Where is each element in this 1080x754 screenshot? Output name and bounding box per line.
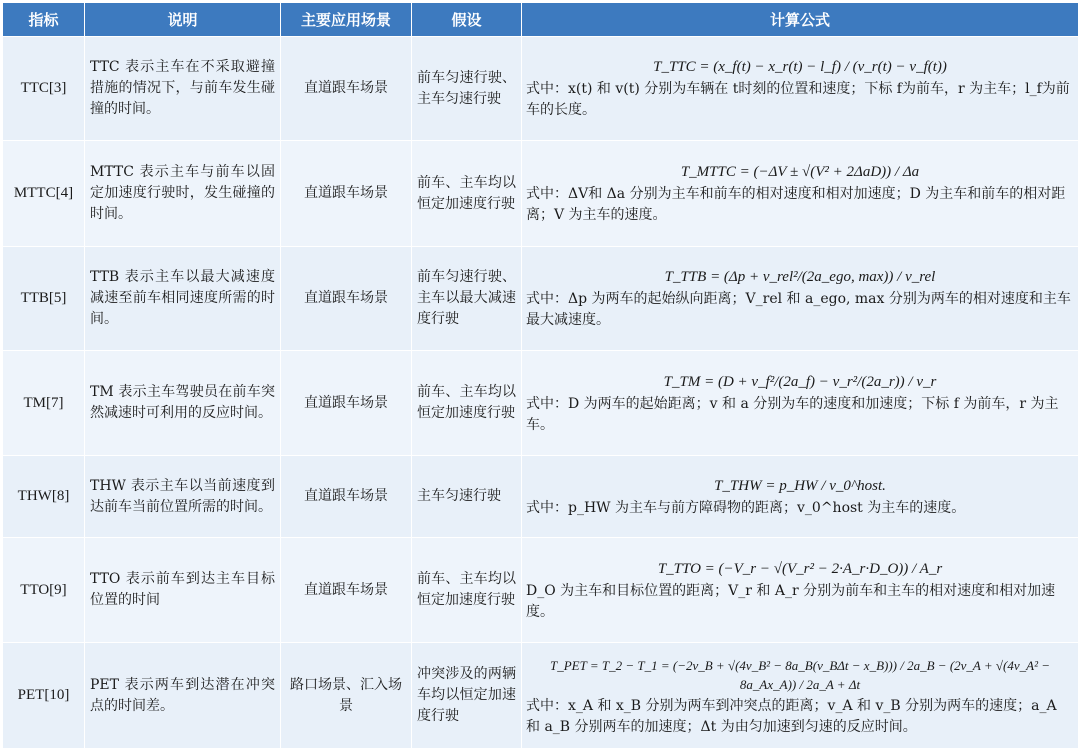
scenario-cell: 直道跟车场景	[281, 456, 412, 538]
formula-cell	[522, 37, 1079, 141]
formula-cell	[522, 141, 1079, 247]
formula: T_TM = (D + v_f²/(2a_f) − v_r²/(2a_r)) / v_r	[663, 373, 937, 390]
header-scenario: 主要应用场景	[281, 3, 412, 37]
explanation-cell: MTTC 表示主车与前车以固定加速度行驶时，发生碰撞的时间。	[85, 141, 281, 247]
formula-cell	[522, 456, 1079, 538]
header-formula: 计算公式	[522, 3, 1079, 37]
formula-note: 式中：Δp 为两车的起始纵向距离；V_rel 和 a_ego, max 分别为两车的相对速度和主车最大减速度。	[526, 291, 1071, 328]
formula-note: D_O 为主车和目标位置的距离；V_r 和 A_r 分别为前车和主车的相对速度和相对加速度。	[526, 582, 1056, 620]
formula: T_THW = p_HW / v_0^host.	[714, 477, 886, 494]
assumption-cell: 前车、主车均以恒定加速度行驶	[412, 538, 522, 643]
scenario-cell: 直道跟车场景	[281, 538, 412, 643]
explanation-cell: TTC 表示主车在不采取避撞措施的情况下，与前车发生碰撞的时间。	[85, 37, 281, 141]
assumption-cell: 前车匀速行驶、主车匀速行驶	[412, 37, 522, 141]
explanation-cell: PET 表示两车到达潜在冲突点的时间差。	[85, 643, 281, 749]
table-row	[3, 538, 1079, 643]
formula: T_TTO = (−V_r − √(V_r² − 2·A_r·D_O)) / A_r	[657, 560, 943, 577]
scenario-cell: 直道跟车场景	[281, 351, 412, 456]
formula-cell	[522, 351, 1079, 456]
table-row	[3, 456, 1079, 538]
metric-cell: TTB[5]	[3, 247, 85, 351]
metric-cell: THW[8]	[3, 456, 85, 538]
explanation-cell: TTO 表示前车到达主车目标位置的时间	[85, 538, 281, 643]
assumption-cell: 主车匀速行驶	[412, 456, 522, 538]
formula: T_MTTC = (−ΔV ± √(V² + 2ΔaD)) / Δa	[680, 164, 920, 180]
metrics-table	[2, 2, 1079, 749]
explanation-cell: TTB 表示主车以最大减速度减速至前车相同速度所需的时间。	[85, 247, 281, 351]
scenario-cell: 直道跟车场景	[281, 141, 412, 247]
explanation-cell: THW 表示主车以当前速度到达前车当前位置所需的时间。	[85, 456, 281, 538]
formula-note: 式中：x(t) 和 v(t) 分别为车辆在 t时刻的位置和速度；下标 f为前车，r 为主车；l_f为前车的长度。	[526, 81, 1070, 118]
scenario-cell: 路口场景、汇入场景	[281, 643, 412, 749]
assumption-cell: 冲突涉及的两辆车均以恒定加速度行驶	[412, 643, 522, 749]
table-row	[3, 643, 1079, 749]
formula-note: 式中：ΔV和 Δa 分别为主车和前车的相对速度和相对加速度；D 为主车和前车的相对距离；V 为主车的速度。	[526, 186, 1066, 223]
header-metric: 指标	[3, 3, 85, 37]
explanation-cell: TM 表示主车驾驶员在前车突然减速时可利用的反应时间。	[85, 351, 281, 456]
header-explanation: 说明	[85, 3, 281, 37]
header-assumption: 假设	[412, 3, 522, 37]
formula-note: 式中：D 为两车的起始距离；v 和 a 分别为车的速度和加速度；下标 f 为前车，r 为主车。	[526, 395, 1059, 433]
formula-note: 式中：x_A 和 x_B 分别为两车到冲突点的距离；v_A 和 v_B 分别为两车的速度；a_A 和 a_B 分别两车的加速度；Δt 为由匀加速到匀速的反应时间。	[526, 697, 1057, 735]
metric-cell: TTC[3]	[3, 37, 85, 141]
metric-cell: TTO[9]	[3, 538, 85, 643]
formula: T_TTC = (x_f(t) − x_r(t) − l_f) / (v_r(t) − v_f(t))	[653, 59, 947, 75]
assumption-cell: 前车、主车均以恒定加速度行驶	[412, 141, 522, 247]
table-row	[3, 37, 1079, 141]
table-row	[3, 141, 1079, 247]
metric-cell: MTTC[4]	[3, 141, 85, 247]
assumption-cell: 前车匀速行驶、主车以最大减速度行驶	[412, 247, 522, 351]
formula-note: 式中：p_HW 为主车与前方障碍物的距离；v_0^host 为主车的速度。	[526, 499, 966, 516]
header-row	[3, 3, 1079, 37]
metric-cell: PET[10]	[3, 643, 85, 749]
formula-cell	[522, 643, 1079, 749]
metric-cell: TM[7]	[3, 351, 85, 456]
table-row	[3, 351, 1079, 456]
formula: T_TTB = (Δp + v_rel²/(2a_ego, max)) / v_rel	[664, 269, 936, 285]
scenario-cell: 直道跟车场景	[281, 37, 412, 141]
assumption-cell: 前车、主车均以恒定加速度行驶	[412, 351, 522, 456]
formula: T_PET = T_2 − T_1 = (−2v_B + √(4v_B² − 8a_B(v_BΔt − x_B))) / 2a_B − (2v_A + √(4v_A² − 8a_Ax_A)) / 2a_A + Δt	[549, 657, 1050, 692]
table-row	[3, 247, 1079, 351]
formula-cell	[522, 247, 1079, 351]
scenario-cell: 直道跟车场景	[281, 247, 412, 351]
formula-cell	[522, 538, 1079, 643]
